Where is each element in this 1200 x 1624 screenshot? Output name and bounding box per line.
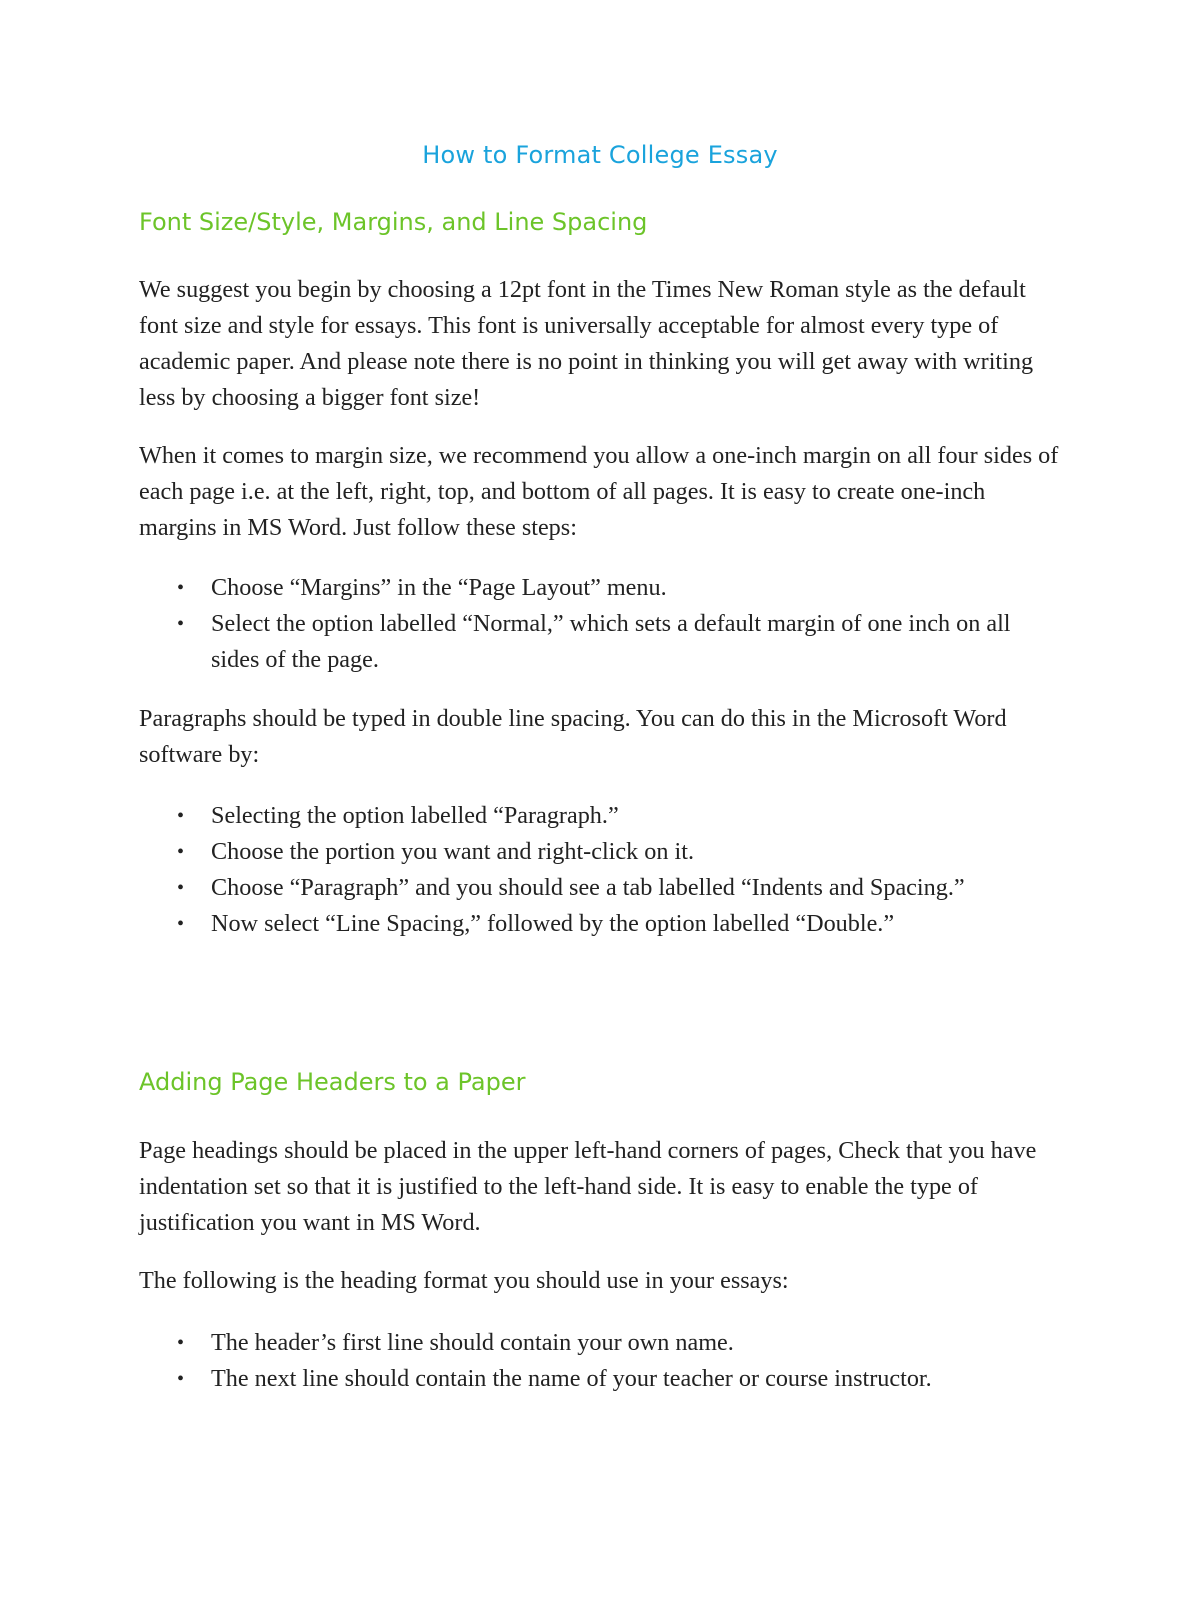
bullet-icon: • — [177, 877, 185, 899]
bullet-icon: • — [177, 1332, 185, 1354]
paragraph-font-choice: We suggest you begin by choosing a 12pt font in the Times New Roman style as the default font size and style for essays. This font is universally acceptable for almost every type of academic paper. And please note there is no point in thinking you will get away with writing less by choosing a bigger font size! — [139, 276, 1034, 411]
line-spacing-steps-list — [139, 798, 1059, 942]
bullet-icon: • — [177, 577, 185, 599]
list-item-text: Choose “Paragraph” and you should see a tab labelled “Indents and Spacing.” — [211, 874, 965, 901]
list-item — [139, 834, 1059, 870]
list-item — [139, 870, 1059, 906]
list-item — [139, 1361, 1059, 1397]
bullet-icon: • — [177, 841, 185, 863]
list-item — [139, 570, 1059, 606]
list-item — [139, 798, 1059, 834]
list-item-text: The next line should contain the name of your teacher or course instructor. — [211, 1365, 932, 1392]
paragraph-line-spacing: Paragraphs should be typed in double line spacing. You can do this in the Microsoft Word software by: — [139, 705, 1007, 768]
bullet-icon: • — [177, 1368, 185, 1390]
heading-format-list — [139, 1325, 1059, 1397]
paragraph-heading-format: The following is the heading format you should use in your essays: — [139, 1267, 789, 1294]
list-item-text: Selecting the option labelled “Paragraph.” — [211, 802, 619, 829]
section-heading-font-style: Font Size/Style, Margins, and Line Spacing — [139, 208, 648, 236]
margin-steps-list — [139, 570, 1059, 678]
list-item-text: The header’s first line should contain your own name. — [211, 1329, 734, 1356]
bullet-icon: • — [177, 805, 185, 827]
document-title: How to Format College Essay — [422, 141, 778, 169]
list-item — [139, 1325, 1059, 1361]
section-heading-page-headers: Adding Page Headers to a Paper — [139, 1068, 526, 1096]
bullet-icon: • — [177, 913, 185, 935]
list-item — [139, 606, 1059, 678]
list-item-text: Choose the portion you want and right-click on it. — [211, 838, 694, 865]
paragraph-page-headings: Page headings should be placed in the upper left-hand corners of pages, Check that you have indentation set so that it is justified to the left-hand side. It is easy to enable the type of justification you want in MS Word. — [139, 1137, 1037, 1236]
list-item-text: Now select “Line Spacing,” followed by the option labelled “Double.” — [211, 910, 895, 937]
paragraph-margin-size: When it comes to margin size, we recommend you allow a one-inch margin on all four sides of each page i.e. at the left, right, top, and bottom of all pages. It is easy to create one-inch margins in MS Word. Just follow these steps: — [139, 442, 1059, 541]
list-item-text: Select the option labelled “Normal,” which sets a default margin of one inch on all sides of the page. — [211, 610, 1011, 673]
list-item — [139, 906, 1059, 942]
list-item-text: Choose “Margins” in the “Page Layout” menu. — [211, 574, 667, 601]
bullet-icon: • — [177, 613, 185, 635]
